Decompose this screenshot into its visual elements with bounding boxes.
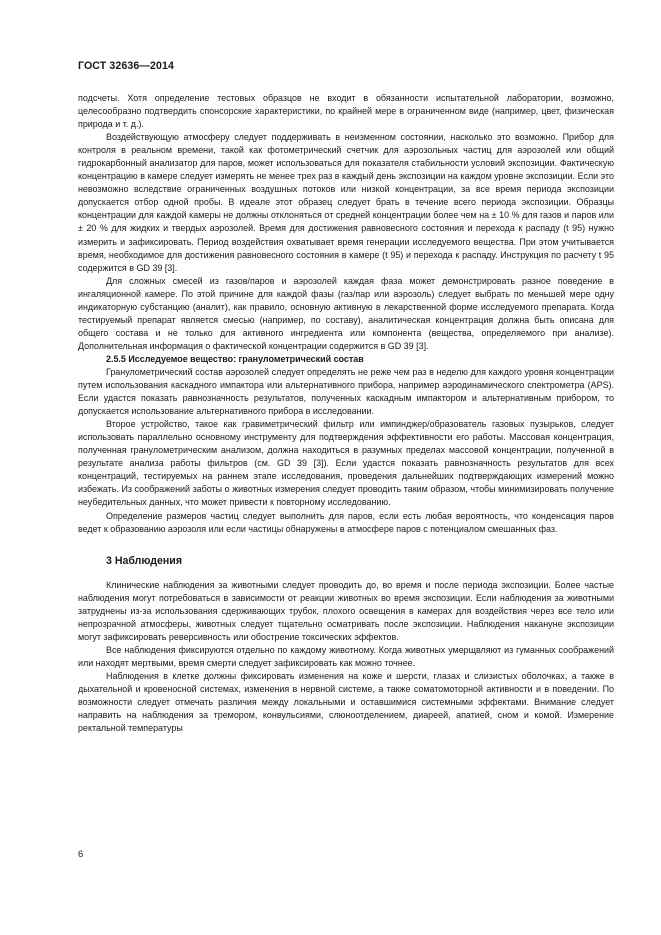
- section-heading: 3 Наблюдения: [106, 554, 183, 567]
- paragraph: Клинические наблюдения за животными следует проводить до, во время и после периода экспозиции. Более частые наблюдения могут потребоваться в зависимости от реакции животных во время экспозиции. Если наблюдения за животными затруднены из-за использования сдерживающих трубок, плохого освещения в камерах для воздействия через все тело или непрозрачной атмосферы, животных следует тщательно осматривать после экспозиции. Наблюдения накануне экспозиции могут зафиксировать реверсивность или обострение токсических эффектов.: [78, 579, 614, 642]
- document-body: [78, 92, 614, 735]
- paragraph: Гранулометрический состав аэрозолей следует определять не реже чем раз в неделю для каждого уровня концентрации путем использования каскадного импактора или альтернативного прибора, например аэродинамического спектрометра (APS). Если удастся показать равнозначность результатов, полученных каскадным импактором и альтернативным прибором, то допускается использование альтернативного прибора в исследовании.: [78, 366, 614, 417]
- subsection-heading: 2.5.5 Исследуемое вещество: гранулометрический состав: [106, 353, 364, 364]
- paragraph: Все наблюдения фиксируются отдельно по каждому животному. Когда животных умерщвляют из гуманных соображений или находят мертвыми, время смерти следует зафиксировать как можно точнее.: [78, 644, 614, 668]
- paragraph: Определение размеров частиц следует выполнить для паров, если есть любая вероятность, что конденсация паров ведет к образованию аэрозоля или если частицы обнаружены в атмосфере паров с потенциалом смешанных фаз.: [78, 510, 614, 534]
- paragraph: Второе устройство, такое как гравиметрический фильтр или импинджер/образователь газовых пузырьков, следует использовать параллельно основному инструменту для подтверждения эффективности его работы. Массовая концентрация, полученная гранулометрическим анализом, должна находиться в разумных пределах массовой концентрации, полученной в результате анализа работы фильтров (см. GD 39 [3]). Если удастся показать равнозначность результатов для всех концентраций, тестируемых на раннем этапе исследования, проведения дальнейших подтверждающих измерений можно избежать. Из соображений заботы о животных измерения следует проводить таким образом, чтобы минимизировать получение неубедительных данных, что может привести к повторному исследованию.: [78, 419, 614, 508]
- paragraph: подсчеты. Хотя определение тестовых образцов не входит в обязанности испытательной лаборатории, возможно, целесообразно подтвердить спонсорские характеристики, по крайней мере в ограниченном виде (например, цвет, физическая природа и т. д.).: [78, 93, 614, 130]
- paragraph: Для сложных смесей из газов/паров и аэрозолей каждая фаза может демонстрировать разное поведение в ингаляционной камере. По этой причине для каждой фазы (газ/пар или аэрозоль) следует выбрать по меньшей мере одну индикаторную субстанцию (аналит), как правило, основную активную в лекарственной форме исследуемого препарата. Когда тестируемый препарат является смесью (например, по составу), аналитическая концентрация должна быть описана для общего состава и не только для активного ингредиента или компонента (вещества, определяемого при анализе). Дополнительная информация о фактической концентрации содержится в GD 39 [3].: [78, 275, 614, 351]
- page-number: 6: [78, 848, 84, 859]
- paragraph: Наблюдения в клетке должны фиксировать изменения на коже и шерсти, глазах и слизистых оболочках, а также в дыхательной и кровеносной системах, изменения в нервной системе, а также соматомоторной активности и в поведении. По возможности следует отмечать различия между локальными и оставшимися системными эффектами. Внимание следует направить на наблюдения за тремором, конвульсиями, слюноотделением, диареей, апатией, сном и комой. Измерение ректальной температуры: [78, 670, 614, 734]
- paragraph: Воздействующую атмосферу следует поддерживать в неизменном состоянии, насколько это возможно. Прибор для контроля в реальном времени, такой как фотометрический счетчик для аэрозольных частиц для аэрозолей или общий гидрокарбонный анализатор для паров, может использоваться для показателя стабильности условий экспозиции. Фактическую концентрацию в камере следует измерять не менее трех раз в каждый день экспозиции на каждом уровне экспозиции. Если это невозможно вследствие ограниченных воздушных потоков или низкой концентрации, за все время периода экспозиции допускается отбор одной пробы. В идеале этот образец следует брать в течение всего периода экспозиции. Образцы концентрации для каждой камеры не должны отклоняться от средней концентрации более чем на ± 10 % для газов и паров или ± 20 % для жидких и твердых аэрозолей. Время для достижения равновесного состояния и перехода к распаду (t 95) нужно измерить и зафиксировать. Период воздействия охватывает время генерации исследуемого вещества. При этом учитывается время, необходимое для достижения равновесного состояния в камере (t 95) и перехода к распаду. Инструкция по расчету t 95 содержится в GD 39 [3].: [78, 132, 614, 273]
- document-header: ГОСТ 32636—2014: [78, 60, 175, 72]
